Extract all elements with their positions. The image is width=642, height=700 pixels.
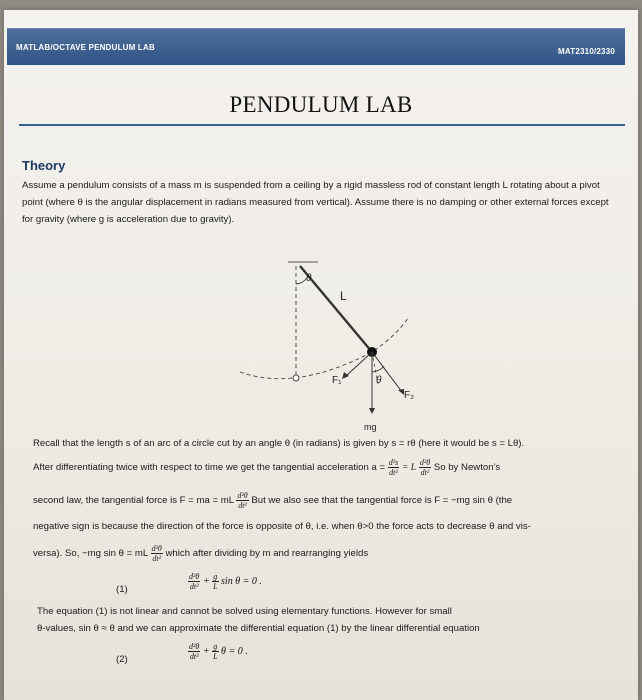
acceleration-text: After differentiating twice with respect to time we get the tangential acceleration a = (33, 462, 386, 474)
newton-text: So by Newton's (433, 462, 501, 474)
arc-length-line: Recall that the length s of an arc of a circle cut by an angle θ (in radians) is given by s = rθ (here it would be s = Lθ). (33, 438, 525, 449)
force-f1-label: F₁ (332, 375, 342, 386)
versa-fraction: $\frac{\text{d²θ}}{\text{dt²}}$ (151, 544, 162, 563)
rest-position-marker (293, 375, 299, 381)
radial-force-arrow (372, 352, 402, 392)
swing-arc (240, 318, 408, 379)
gravity-label: mg (364, 422, 377, 432)
nonlinear-line-1: The equation (1) is not linear and cannot be solved using elementary functions. However for small (37, 606, 452, 617)
equation-1-number: (1) (116, 584, 128, 595)
versa-line (33, 544, 368, 563)
rod-length-label: L (340, 289, 347, 303)
equation-2-number: (2) (116, 654, 128, 665)
force-f2-label: F₂ (404, 390, 414, 401)
theory-paragraph: Assume a pendulum consists of a mass m is suspended from a ceiling by a rigid massless rod of constant length L rotating about a pivot point (where θ is the angular displacement in radians measured from vertical). Assume there is no damping or other external forces except for gravity (where g is acceleration due to gravity). (22, 180, 609, 225)
second-law-text: second law, the tangential force is F = ma = mL (33, 495, 234, 507)
d2s-fraction: $\frac{\text{d²s}}{\text{dt²}}$ (388, 458, 399, 477)
acceleration-line (33, 458, 500, 477)
rearranging-text: which after dividing by m and rearranging yields (165, 548, 369, 560)
equation-1: $\frac{\text{d²θ}}{\text{dt²}}$ + $\frac{g}{L}$ sin θ = 0 . (189, 572, 262, 591)
tangential-force-text: But we also see that the tangential force is F = −mg sin θ (the (251, 495, 513, 507)
tangential-force-arrow (346, 352, 372, 376)
header-right-label: MAT2310/2330 (558, 47, 615, 56)
header-left-label: MATLAB/OCTAVE PENDULUM LAB (16, 43, 155, 52)
bob-angle-label: θ (376, 375, 382, 386)
equals-L: = L (401, 462, 417, 474)
pivot-angle-label: θ (306, 273, 312, 284)
equation-2: $\frac{\text{d²θ}}{\text{dt²}}$ + $\frac{g}{L}$ θ = 0 . (189, 642, 248, 661)
second-law-line (33, 491, 512, 510)
versa-text: versa). So, −mg sin θ = mL (33, 548, 148, 560)
d2theta-fraction: $\frac{\text{d²θ}}{\text{dt²}}$ (419, 458, 431, 477)
second-law-fraction: $\frac{\text{d²θ}}{\text{dt²}}$ (237, 491, 248, 510)
section-heading: Theory (22, 158, 66, 173)
negative-sign-line: negative sign is because the direction of the force is opposite of θ, i.e. when θ>0 the force acts to decrease θ and vis- (33, 521, 531, 532)
page-title: PENDULUM LAB (229, 92, 413, 117)
nonlinear-line-2: θ-values, sin θ ≈ θ and we can approximate the differential equation (1) by the linear differential equation (37, 623, 480, 634)
